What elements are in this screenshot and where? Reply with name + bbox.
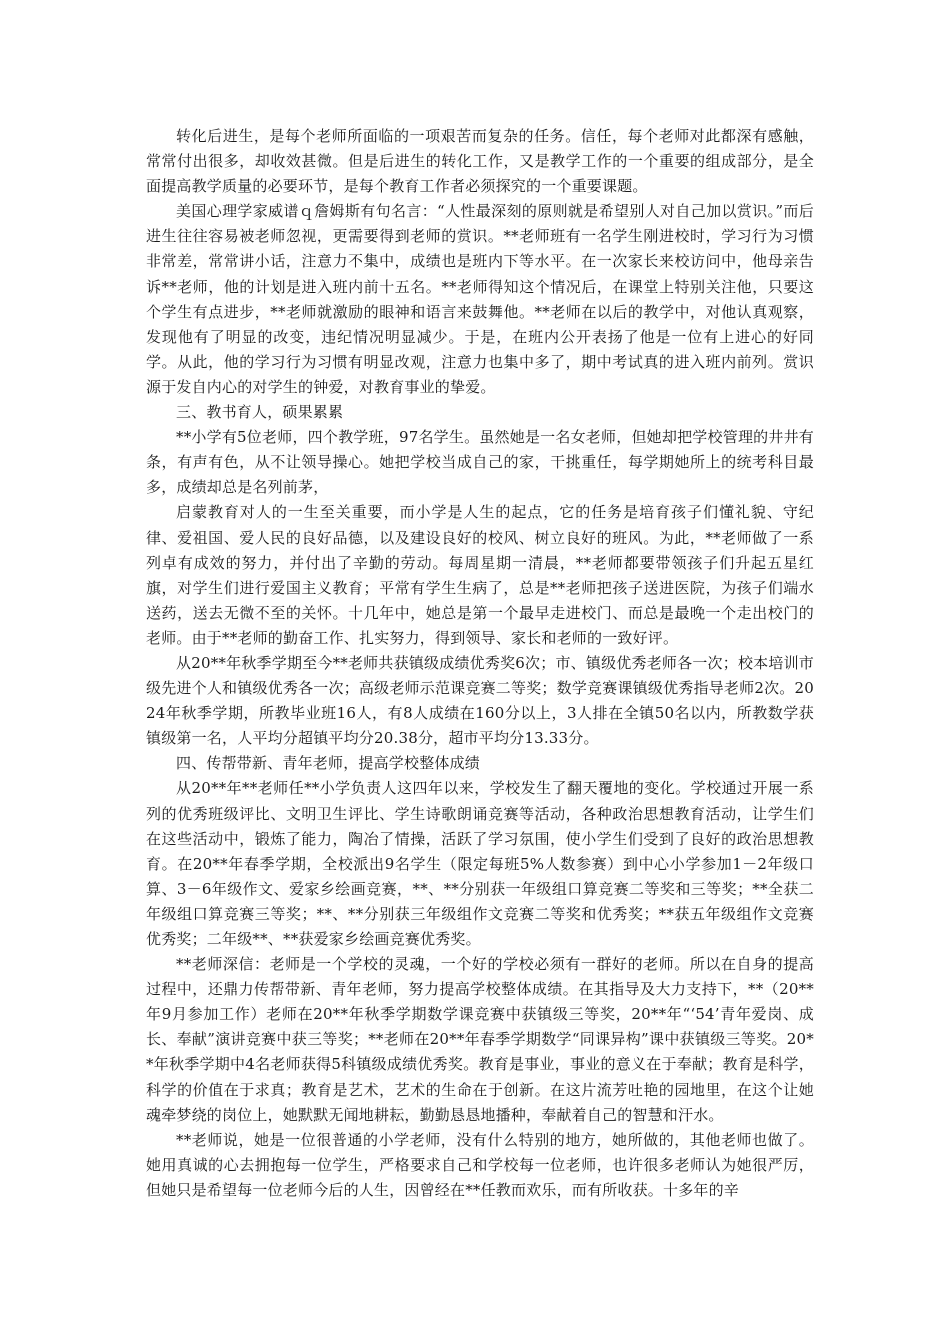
- document-body: [146, 124, 814, 1203]
- paragraph-appreciation-quote: 美国心理学家威谱ｑ詹姆斯有句名言：“人性最深刻的原则就是希望别人对自己加以赏识。”而后进生往往容易被老师忽视，更需要得到老师的赏识。**老师班有一名学生刚进校时，学习行为习惯非常差，常常讲小话，注意力不集中，成绩也是班内下等水平。在一次家长来校访问中，他母亲告诉**老师，他的计划是进入班内前十五名。**老师得知这个情况后，在课堂上特别关注他，只要这个学生有点进步，**老师就激励的眼神和语言来鼓舞他。**老师在以后的教学中，对他认真观察，发现他有了明显的改变，违纪情况明显减少。于是，在班内公开表扬了他是一位有上进心的好同学。从此，他的学习行为习惯有明显改观，注意力也集中多了，期中考试真的进入班内前列。赏识源于发自内心的对学生的钟爱，对教育事业的挚爱。: [146, 202, 814, 396]
- paragraph-school-overview: **小学有5位老师，四个教学班，97名学生。虽然她是一名女老师，但她却把学校管理的井井有条，有声有色，从不让领导操心。她把学校当成自己的家，干挑重任，每学期她所上的统考科目最多，成绩却总是名列前茅，: [146, 428, 814, 497]
- section-heading-3: 三、教书育人，硕果累累: [176, 403, 344, 422]
- paragraph-ordinary-teacher: **老师说，她是一位很普通的小学老师，没有什么特别的地方，她所做的，其他老师也做了。她用真诚的心去拥抱每一位学生，严格要求自己和学校每一位老师，也许很多老师认为她很严厉，但她只是希望每一位老师今后的人生，因曾经在**任教而欢乐，而有所收获。十多年的辛: [146, 1130, 814, 1199]
- paragraph-mentoring-teachers: **老师深信：老师是一个学校的灵魂，一个好的学校必须有一群好的老师。所以在自身的提高过程中，还鼎力传帮带新、青年老师，努力提高学校整体成绩。在其指导及大力支持下，**（20**年9月参加工作）老师在20**年秋季学期数学课竞赛中获镇级三等奖，20**年“‘54’青年爱岗、成长、奉献”演讲竞赛中获三等奖；**老师在20**年春季学期数学“同课异构”课中获镇级三等奖。20**年秋季学期中4名老师获得5科镇级成绩优秀奖。教育是事业，事业的意义在于奉献；教育是科学，科学的价值在于求真；教育是艺术，艺术的生命在于创新。在这片流芳吐艳的园地里，在这个让她魂牵梦绕的岗位上，她默默无闻地耕耘，勤勤恳恳地播种，奉献着自己的智慧和汗水。: [146, 955, 814, 1124]
- paragraph-awards: 从20**年秋季学期至今**老师共获镇级成绩优秀奖6次；市、镇级优秀老师各一次；校本培训市级先进个人和镇级优秀各一次；高级老师示范课竞赛二等奖；数学竞赛课镇级优秀指导老师2次。2024年秋季学期，所教毕业班16人，有8人成绩在160分以上，3人排在全镇50名以内，所教数学获镇级第一名，人平均分超镇平均分20.38分，超市平均分13.33分。: [146, 653, 814, 748]
- paragraph-school-changes: 从20**年**老师任**小学负责人这四年以来，学校发生了翻天覆地的变化。学校通过开展一系列的优秀班级评比、文明卫生评比、学生诗歌朗诵竞赛等活动，各种政治思想教育活动，让学生们在这些活动中，锻炼了能力，陶冶了情操，活跃了学习氛围，使小学生们受到了良好的政治思想教育。在20**年春季学期，全校派出9名学生（限定每班5%人数参赛）到中心小学参加1－2年级口算、3－6年级作文、爱家乡绘画竞赛，**、**分别获一年级组口算竞赛二等奖和三等奖；**全获二年级组口算竞赛三等奖；**、**分别获三年级组作文竞赛二等奖和优秀奖；**获五年级组作文竞赛优秀奖；二年级**、**获爱家乡绘画竞赛优秀奖。: [146, 779, 814, 948]
- paragraph-underachiever-transformation: 转化后进生，是每个老师所面临的一项艰苦而复杂的任务。信任，每个老师对此都深有感触，常常付出很多，却收效甚微。但是后进生的转化工作，又是教学工作的一个重要的组成部分，是全面提高教学质量的必要环节，是每个教育工作者必须探究的一个重要课题。: [146, 127, 814, 196]
- section-heading-4: 四、传帮带新、青年老师，提高学校整体成绩: [176, 754, 481, 773]
- paragraph-enlightenment-education: 启蒙教育对人的一生至关重要，而小学是人生的起点，它的任务是培育孩子们懂礼貌、守纪律、爱祖国、爱人民的良好品德，以及建设良好的校风、树立良好的班风。为此，**老师做了一系列卓有成效的努力，并付出了辛勤的劳动。每周星期一清晨，**老师都要带领孩子们升起五星红旗，对学生们进行爱国主义教育；平常有学生生病了，总是**老师把孩子送进医院，为孩子们端水送药，送去无微不至的关怀。十几年中，她总是第一个最早走进校门、而总是最晚一个走出校门的老师。由于**老师的勤奋工作、扎实努力，得到领导、家长和老师的一致好评。: [146, 503, 814, 647]
